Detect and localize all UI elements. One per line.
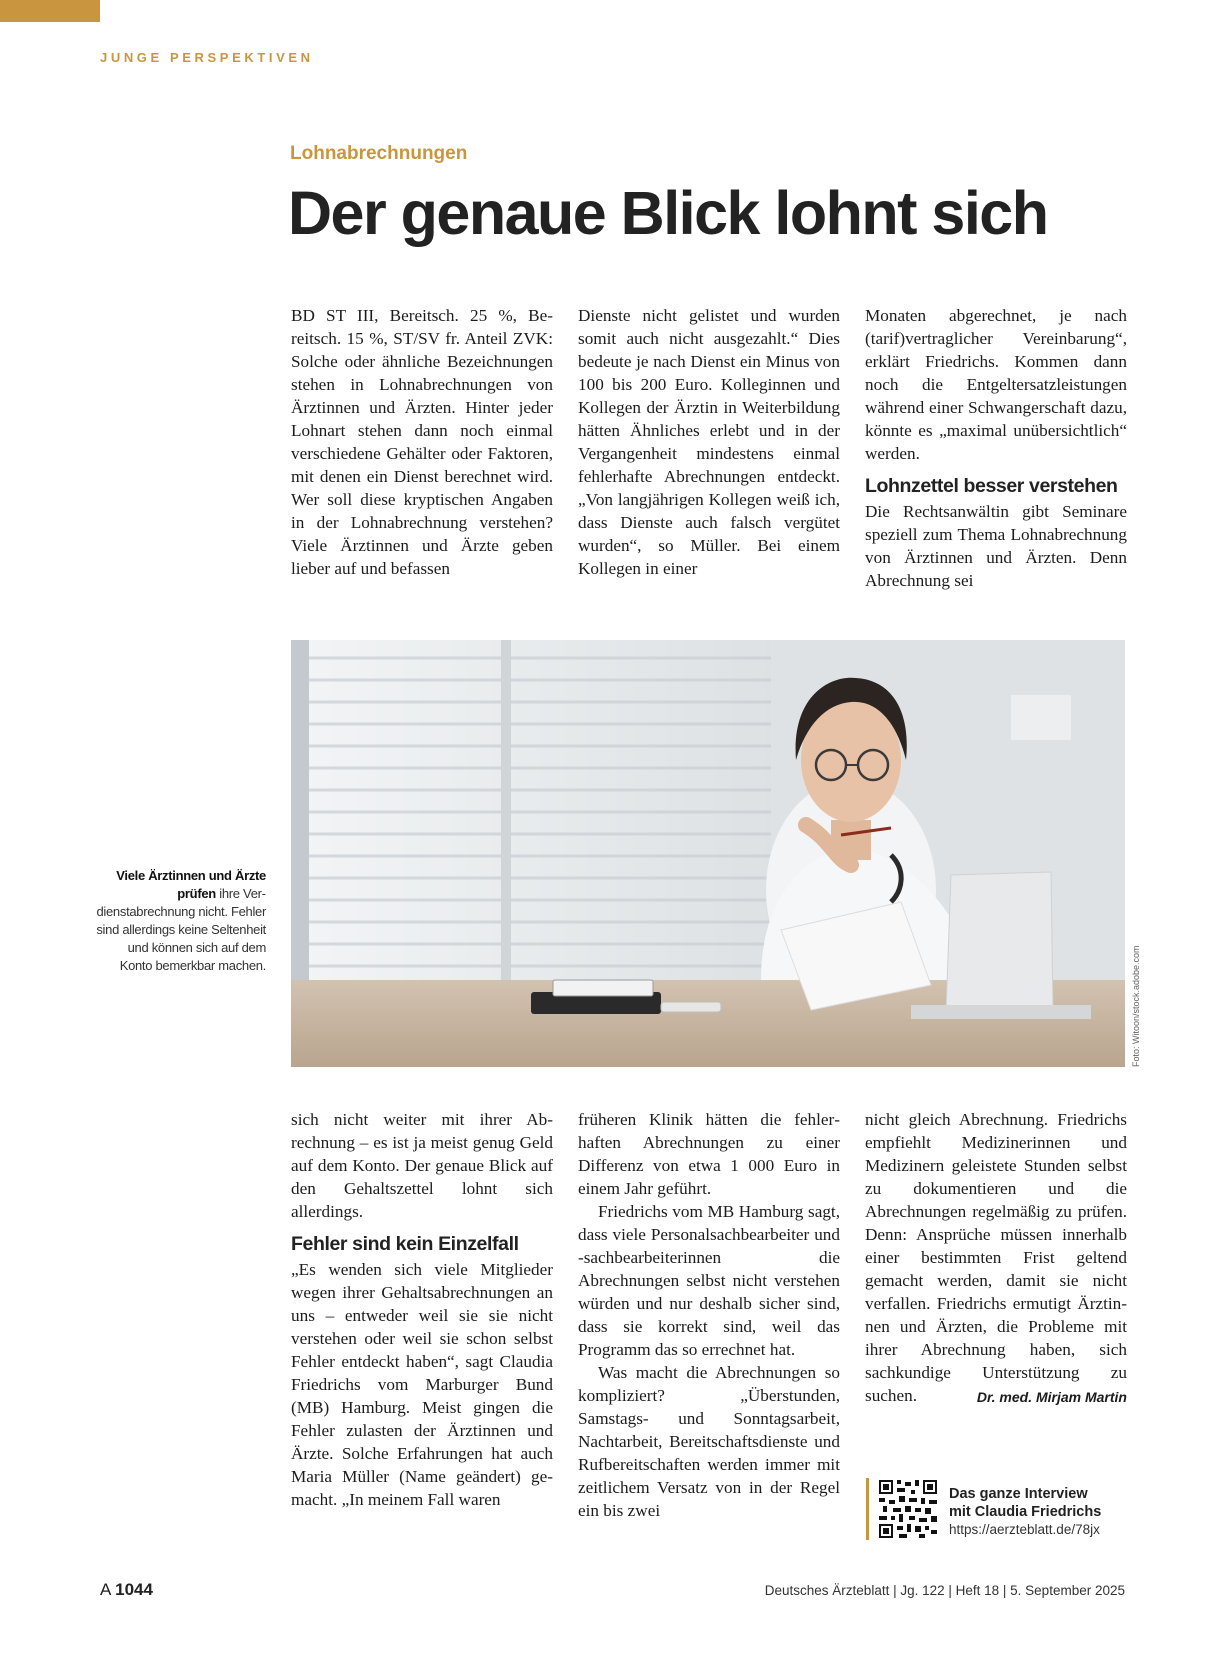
page-number-value: 1044 xyxy=(115,1580,153,1599)
paragraph: Dienste nicht gelistet und wurden somit auch nicht ausgezahlt.“ Dies bedeute je nach Dienst ein Minus von 100 bis 200 Euro. Kolleginnen und Kollegen der Ärztin in Weiterbildung hätten Ähnliches erlebt und in der Vergangenheit mindestens einmal fehlerhafte Abrechnungen entdeckt. „Von langjährigen Kollegen weiß ich, dass Dienste auch falsch vergütet wurden“, so Müller. Bei einem Kollegen in einer xyxy=(578,306,840,578)
paragraph: Was macht die Abrechnungen so kompliziert? „Überstunden, Samstags- und Sonntagsarbeit, Nachtarbeit, Bereitschaftsdienste und Rufbereitschaften werden immer mit zeitlichem Versatz von in der Regel ein bis zwei xyxy=(578,1363,840,1520)
paragraph: sich nicht weiter mit ihrer Abrechnung – es ist ja meist genug Geld auf dem Konto. Der genaue Blick auf den Gehaltszettel lohnt sich allerdings. xyxy=(291,1110,553,1221)
caption-lead: Viele Ärztinnen und Ärzte prüfen xyxy=(116,868,266,901)
paragraph: Monaten abgerechnet, je nach (tarif)vertraglicher Vereinbarung“, erklärt Friedrichs. Kommen dann noch die Entgeltersatzleistungen während einer Schwangerschaft dazu, könnte es „maximal unübersichtlich“ werden. xyxy=(865,306,1127,463)
paragraph: Friedrichs vom MB Hamburg sagt, dass viele Personalsachbearbeiter und -sachbearbeiterinnen die Abrechnungen selbst nicht verstehen würden und nur deshalb sicher sind, dass sie korrekt sind, weil das Programm das so errechnet hat. xyxy=(578,1202,840,1359)
photo-caption xyxy=(96,867,266,975)
text-column-2 xyxy=(578,304,840,580)
interview-link-text[interactable] xyxy=(949,1485,1129,1539)
page-number xyxy=(100,1580,153,1600)
interview-title-line1: Das ganze Interview xyxy=(949,1486,1088,1502)
accent-rule xyxy=(866,1478,869,1540)
caption-text: ihre Verdienstabrechnung nicht. Fehler sind allerdings keine Seltenheit und können sich auf dem Konto bemerkbar machen. xyxy=(96,886,266,973)
interview-url-link[interactable]: https://aerzteblatt.de/78jx xyxy=(949,1522,1100,1537)
article-photo xyxy=(291,640,1125,1067)
article-kicker: Lohnabrechnungen xyxy=(290,143,468,164)
text-column-4 xyxy=(291,1108,553,1511)
text-column-1 xyxy=(291,304,553,580)
paragraph-text: nicht gleich Abrechnung. Friedrichs empfiehlt Medizinerinnen und Medizinern geleistete Stunden selbst zu dokumentieren und die Abrechnungen regelmäßig zu prüfen. Denn: Ansprüche müssen innerhalb einer bestimmten Frist geltend gemacht werden, damit sie nicht verfallen. Friedrichs ermutigt Ärztinnen und Ärzten, die Probleme mit ihrer Abrechnung haben, sich sachkundige Unterstützung zu suchen. xyxy=(865,1110,1127,1405)
text-column-5 xyxy=(578,1108,840,1522)
paragraph: Die Rechtsanwältin gibt Seminare speziell zum Thema Lohnabrechnung von Ärztinnen und Ärzten. Denn Abrechnung sei xyxy=(865,502,1127,590)
page-prefix: A xyxy=(100,1580,111,1599)
subheading: Lohnzettel besser verstehen xyxy=(865,475,1118,497)
qr-code-icon[interactable] xyxy=(879,1480,937,1538)
paragraph: BD ST III, Bereitsch. 25 %, Bereitsch. 15 %, ST/SV fr. Anteil ZVK: Solche oder ähnliche Bezeichnungen stehen in Lohnabrechnungen von Ärztinnen und Ärzten. Hinter jeder Lohnart stehen dann noch einmal verschiedene Gehälter oder Faktoren, mit denen ein Dienst berechnet wird. Wer soll diese kryptischen Angaben in der Lohnabrechnung verstehen? Viele Ärztinnen und Ärzte geben lieber auf und befassen xyxy=(291,306,553,578)
section-label: JUNGE PERSPEKTIVEN xyxy=(100,50,314,65)
interview-link-box[interactable] xyxy=(866,1478,1126,1544)
paragraph: früheren Klinik hätten die fehlerhaften Abrechnungen zu einer Differenz von etwa 1 000 Euro in einem Jahr geführt. xyxy=(578,1110,840,1198)
subheading: Fehler sind kein Einzelfall xyxy=(291,1233,519,1255)
interview-title-line2: mit Claudia Friedrichs xyxy=(949,1504,1102,1520)
photo-credit: Foto: Witoon/stock.adobe.com xyxy=(1131,945,1141,1067)
paragraph: „Es wenden sich viele Mitglieder wegen ihrer Gehaltsabrechnungen an uns – entweder weil sie sie nicht verstehen oder weil sie schon selbst Fehler entdeckt haben“, sagt Claudia Friedrichs vom Marburger Bund (MB) Hamburg. Meist gingen die Fehler zulasten der Ärztinnen und Ärzte. Solche Erfahrungen hat auch Maria Müller (Name geändert) gemacht. „In meinem Fall waren xyxy=(291,1260,553,1509)
article-headline: Der genaue Blick lohnt sich xyxy=(288,179,1048,247)
author-byline: Dr. med. Mirjam Martin xyxy=(976,1389,1127,1405)
section-color-tab xyxy=(0,0,100,22)
paragraph xyxy=(865,1108,1127,1407)
publication-info: Deutsches Ärzteblatt | Jg. 122 | Heft 18 | 5. September 2025 xyxy=(764,1583,1125,1598)
text-column-3 xyxy=(865,304,1127,592)
text-column-6 xyxy=(865,1108,1127,1409)
doctor-reading-payslip-illustration xyxy=(291,640,1125,1067)
